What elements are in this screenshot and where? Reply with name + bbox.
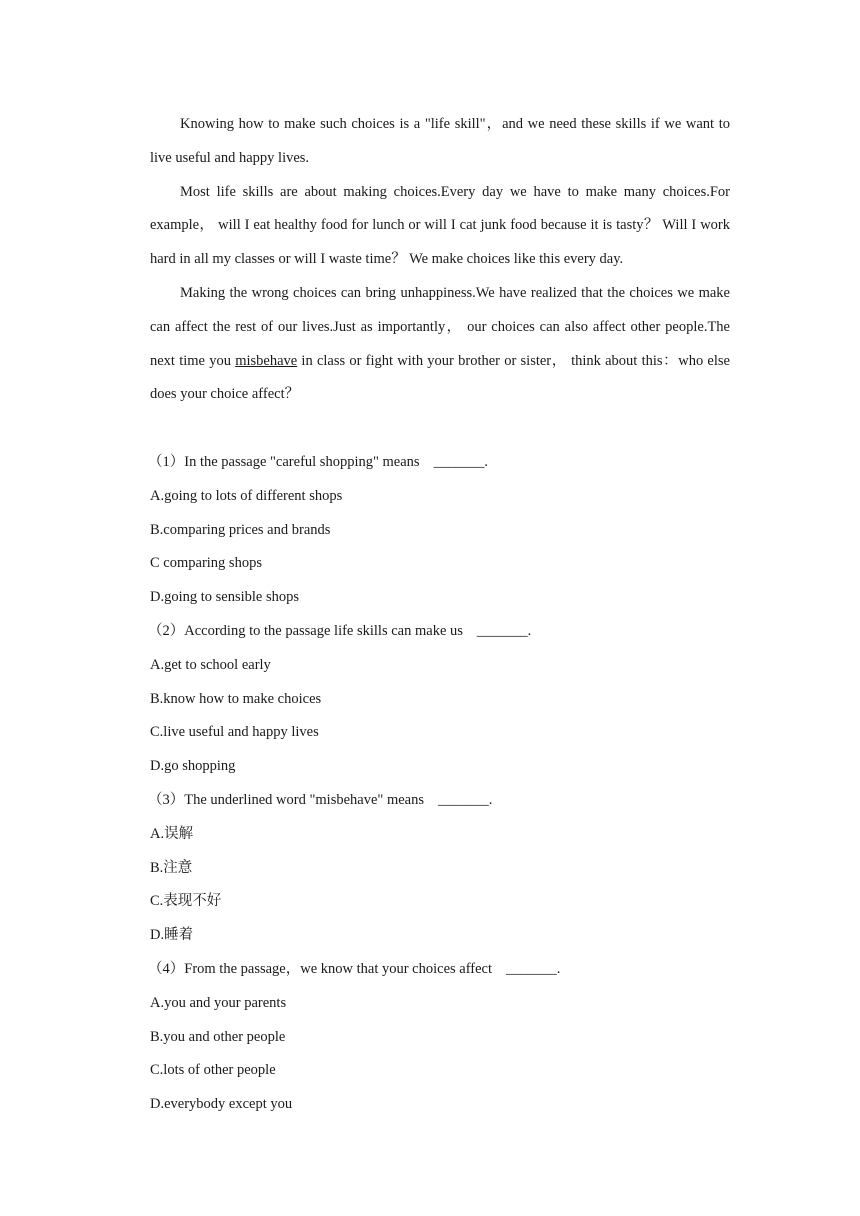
question-4-stem xyxy=(150,953,730,987)
question-4 xyxy=(150,953,730,1122)
question-1 xyxy=(150,446,730,615)
question-number: （1） xyxy=(148,454,185,470)
underlined-word-misbehave: misbehave xyxy=(235,352,298,369)
option-d: D.睡着 xyxy=(150,927,194,944)
option-b: B.you and other people xyxy=(150,1028,286,1045)
question-text: According to the passage life skills can make us xyxy=(184,622,463,639)
question-1-stem xyxy=(150,446,730,480)
passage-paragraph-2: Most life skills are about making choices.Every day we have to make many choices.For example， will I eat healthy food for lunch or will I cat junk food because it is tasty？ Will I work hard in all my classes or will I waste time？ We make choices like this every day. xyxy=(150,183,730,268)
question-number: （4） xyxy=(148,960,185,977)
option-b: B.know how to make choices xyxy=(150,690,322,707)
paragraph-3-text-before: Making the wrong choices can bring unhappiness.We have realized that the choices we make can affect the rest of our lives.Just as importantly， our choices can also affect other people.The next time you xyxy=(150,284,730,369)
option-a: A.误解 xyxy=(150,825,194,842)
question-text: In the passage "careful shopping" means xyxy=(184,454,420,470)
question-3 xyxy=(150,784,730,953)
question-2 xyxy=(150,615,730,784)
passage-paragraph-1: Knowing how to make such choices is a "life skill"，and we need these skills if we want to live useful and happy lives. xyxy=(150,116,730,166)
option-a: A.you and your parents xyxy=(150,994,287,1011)
option-b: B.comparing prices and brands xyxy=(150,521,331,538)
question-text: The underlined word "misbehave" means xyxy=(184,791,424,808)
paragraph-3-text-after: in class or fight with your brother or sister， think about this：who else does your choice affect？ xyxy=(150,352,730,403)
answer-blank: _______. xyxy=(476,622,532,639)
option-a: A.going to lots of different shops xyxy=(150,487,343,504)
option-c: C.live useful and happy lives xyxy=(150,724,319,741)
option-a: A.get to school early xyxy=(150,656,271,673)
option-c: C.表现不好 xyxy=(150,893,222,910)
question-list xyxy=(150,446,730,1122)
question-3-stem xyxy=(150,784,730,818)
answer-blank: _______. xyxy=(506,960,561,977)
question-number: （3） xyxy=(148,791,185,808)
answer-blank: _______. xyxy=(438,791,493,808)
passage-paragraph-3 xyxy=(150,277,730,412)
answer-blank: _______. xyxy=(433,454,488,470)
question-number: （2） xyxy=(148,622,185,639)
option-d: D.go shopping xyxy=(150,758,236,775)
option-c: C.lots of other people xyxy=(150,1062,276,1079)
question-text: From the passage，we know that your choices affect xyxy=(184,960,493,977)
option-b: B.注意 xyxy=(150,859,193,876)
question-2-stem xyxy=(150,615,730,649)
option-c: C comparing shops xyxy=(150,555,262,572)
option-d: D.everybody except you xyxy=(150,1096,293,1113)
option-d: D.going to sensible shops xyxy=(150,589,300,606)
reading-passage xyxy=(150,108,730,412)
